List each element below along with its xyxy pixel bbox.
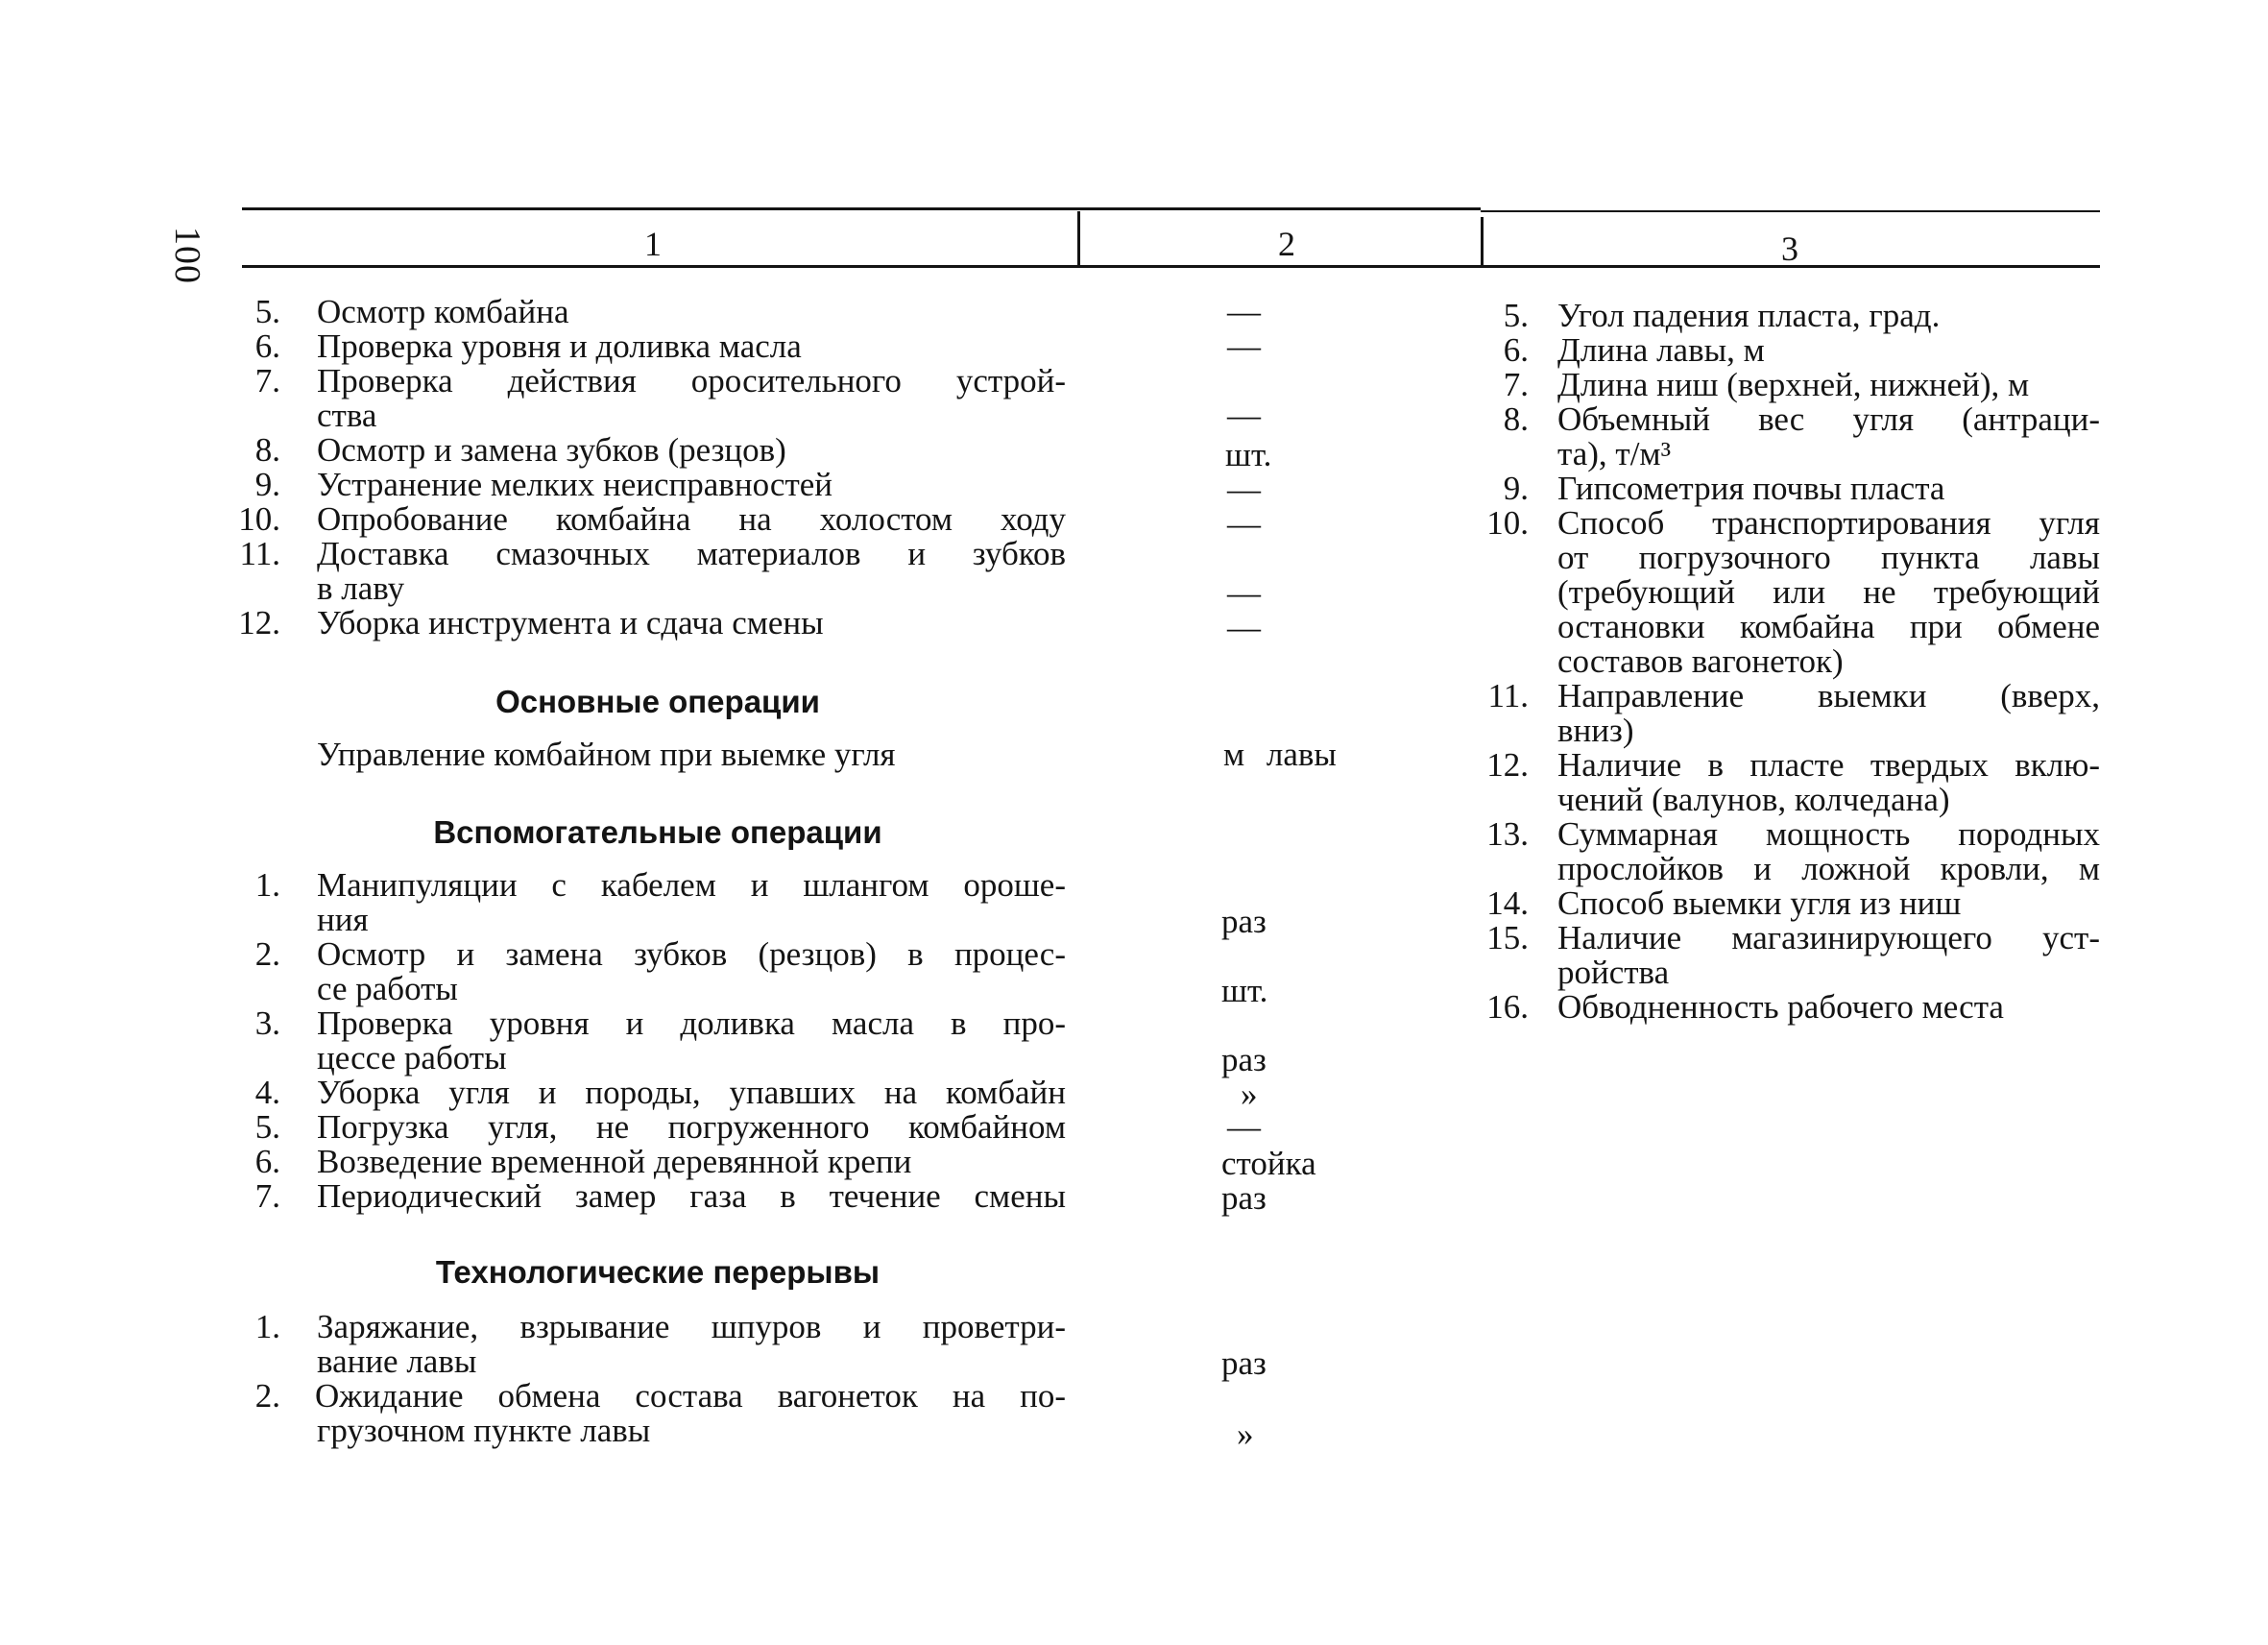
page-number: 100 [167,227,207,284]
unit-cell: — [1227,327,1261,365]
header-top-rule [242,207,1481,210]
header-divider-1 [1077,211,1080,266]
unit-cell: — [1227,293,1261,330]
unit-cell: — [1227,471,1261,508]
unit-cell: раз [1221,903,1267,940]
unit-cell: — [1227,505,1261,543]
unit-cell: » [1241,1076,1258,1113]
unit-cell: — [1227,1108,1261,1146]
header-divider-2 [1481,217,1484,265]
unit-cell: стойка [1221,1145,1316,1182]
unit-cell: шт. [1225,436,1272,473]
unit-cell: раз [1221,1344,1267,1382]
section-title-main: Основные операции [495,684,820,719]
unit-cell: — [1227,609,1261,646]
unit-cell: м лавы [1223,736,1337,773]
unit-cell: раз [1221,1179,1267,1217]
column-header-1: 1 [644,225,662,263]
section-title-tech: Технологические перерывы [435,1254,881,1290]
unit-cell: » [1237,1415,1254,1453]
unit-cell: — [1227,397,1261,434]
section-title-aux: Вспомогательные операции [433,814,882,850]
column-header-3: 3 [1781,230,1798,268]
unit-cell: — [1227,574,1261,612]
header-top-rule-right [1481,210,2100,212]
unit-cell: шт. [1221,972,1268,1009]
unit-cell: раз [1221,1041,1267,1078]
column-header-2: 2 [1278,225,1295,263]
